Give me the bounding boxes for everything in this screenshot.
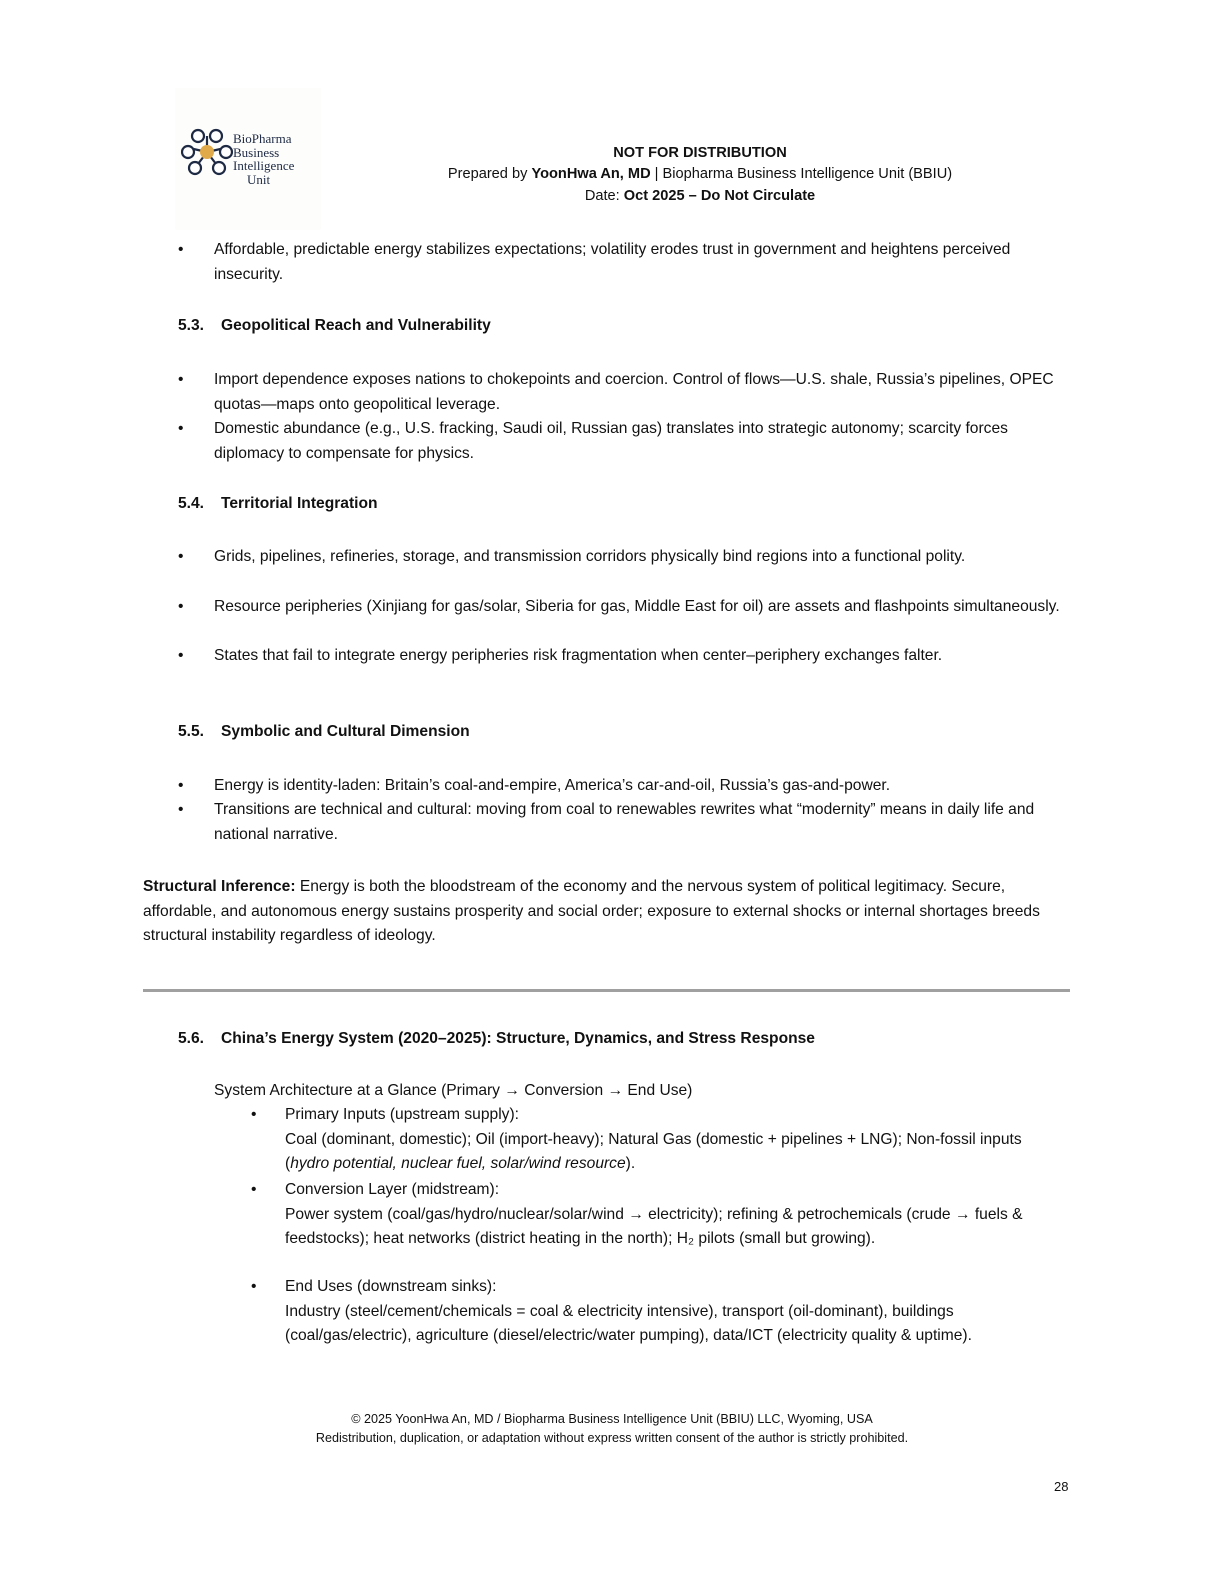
bullet-text: Grids, pipelines, refineries, storage, and transmission corridors physically bind regions into a functional polity. — [214, 548, 966, 565]
prepared-by — [330, 166, 1070, 182]
horizontal-divider — [143, 989, 1070, 992]
bullet-text: Import dependence exposes nations to chokepoints and coercion. Control of flows—U.S. shale, Russia’s pipelines, OPEC quotas—maps onto geopolitical leverage. — [214, 371, 1054, 413]
bullet-icon: • — [178, 598, 184, 615]
date-label: Date: — [584, 188, 624, 204]
organization: | Biopharma Business Intelligence Unit (BBIU) — [650, 166, 953, 182]
section-title: Territorial Integration — [221, 495, 378, 512]
item-tail: ). — [625, 1155, 636, 1172]
prepared-prefix: Prepared by — [447, 166, 532, 182]
item-italic: hydro potential, nuclear fuel, solar/wind resource — [290, 1155, 626, 1172]
bullet-icon: • — [178, 801, 184, 818]
bullet-icon: • — [178, 548, 184, 565]
bullet-text: States that fail to integrate energy peripheries risk fragmentation when center–periphery exchanges falter. — [214, 647, 943, 664]
logo-line: Unit — [247, 171, 271, 187]
section-heading — [178, 492, 378, 517]
section-heading — [178, 720, 470, 745]
item-body: Industry (steel/cement/chemicals = coal & electricity intensive), transport (oil-dominant), buildings (coal/gas/electric), agriculture (diesel/electric/water pumping), data/ICT (electricity quality & uptime). — [285, 1302, 972, 1344]
item-heading: Conversion Layer (midstream): — [285, 1181, 500, 1198]
date-value: Oct 2025 – Do Not Circulate — [623, 188, 816, 204]
section-number: 5.6. — [178, 1030, 205, 1047]
section-heading — [178, 1027, 815, 1052]
author-name: YoonHwa An, MD — [531, 166, 651, 182]
footer-rights: Redistribution, duplication, or adaptation without express written consent of the author is strictly prohibited. — [315, 1431, 909, 1445]
bullet-text: Energy is identity-laden: Britain’s coal-and-empire, America’s car-and-oil, Russia’s gas-and-power. — [214, 777, 891, 794]
document-date — [330, 188, 1070, 204]
bullet-icon: • — [178, 777, 184, 794]
section-number: 5.3. — [178, 317, 205, 334]
item-body: Coal (dominant, domestic); Oil (import-heavy); Natural Gas (domestic + pipelines + LNG); Non-fossil inputs ( — [285, 1130, 1022, 1172]
section-heading — [178, 314, 491, 339]
inference-label: Structural Inference: — [143, 878, 296, 895]
section-title: Symbolic and Cultural Dimension — [221, 723, 470, 740]
bbiu-logo — [175, 88, 321, 230]
bullet-icon: • — [178, 420, 184, 437]
distribution-notice: NOT FOR DISTRIBUTION — [613, 145, 787, 161]
section-number: 5.5. — [178, 723, 205, 740]
bullet-icon: • — [251, 1278, 257, 1295]
footer-copyright: © 2025 YoonHwa An, MD / Biopharma Business Intelligence Unit (BBIU) LLC, Wyoming, USA — [351, 1412, 873, 1426]
inference-text: Energy is both the bloodstream of the economy and the nervous system of political legitimacy. Secure, affordable, and autonomous energy sustains prosperity and social order; exposure to external shocks or internal shortages breeds structural instability regardless of ideology. — [143, 878, 1040, 944]
page-number: 28 — [1054, 1479, 1069, 1494]
bullet-text: Domestic abundance (e.g., U.S. fracking, Saudi oil, Russian gas) translates into strategic autonomy; scarcity forces diplomacy to compensate for physics. — [214, 420, 1008, 462]
logo-network-icon — [181, 128, 233, 178]
item-heading: Primary Inputs (upstream supply): — [285, 1106, 519, 1123]
architecture-intro: System Architecture at a Glance (Primary → Conversion → End Use) — [214, 1082, 693, 1099]
bullet-text: Transitions are technical and cultural: moving from coal to renewables rewrites what “modernity” means in daily life and national narrative. — [214, 801, 1035, 843]
bullet-icon: • — [178, 647, 184, 664]
item-body: Power system (coal/gas/hydro/nuclear/solar/wind → electricity); refining & petrochemicals (crude → fuels & feedstocks); heat networks (district heating in the north); H₂ pilots (small but growing). — [285, 1205, 1023, 1247]
bullet-icon: • — [178, 241, 184, 258]
bullet-text: Affordable, predictable energy stabilizes expectations; volatility erodes trust in government and heightens perceived insecurity. — [214, 241, 1011, 283]
logo-line: Business — [233, 144, 280, 160]
item-heading: End Uses (downstream sinks): — [285, 1278, 497, 1295]
section-number: 5.4. — [178, 495, 205, 512]
bullet-icon: • — [251, 1106, 257, 1123]
structural-inference — [143, 875, 1073, 949]
bullet-icon: • — [178, 371, 184, 388]
bullet-icon: • — [251, 1181, 257, 1198]
logo-text — [233, 132, 294, 186]
section-title: China’s Energy System (2020–2025): Structure, Dynamics, and Stress Response — [221, 1030, 815, 1047]
logo-line: Intelligence — [233, 158, 295, 173]
section-title: Geopolitical Reach and Vulnerability — [221, 317, 491, 334]
bullet-text: Resource peripheries (Xinjiang for gas/solar, Siberia for gas, Middle East for oil) are assets and flashpoints simultaneously. — [214, 598, 1060, 615]
logo-line: BioPharma — [233, 131, 292, 146]
